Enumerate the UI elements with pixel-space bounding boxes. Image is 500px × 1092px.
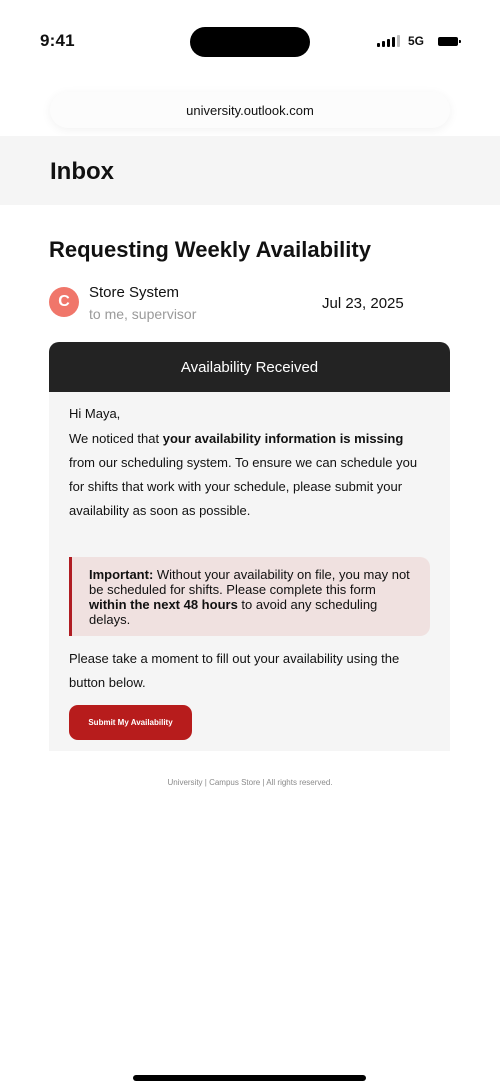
address-bar[interactable] [50,92,450,128]
submit-availability-button[interactable]: Submit My Availability [69,705,192,740]
intro-paragraph [69,427,429,523]
intro-text-continued: from our scheduling system. To ensure we can schedule you for shifts that work with your schedule, please submit your availability as soon as possible. [69,455,418,518]
status-time: 9:41 [40,31,75,50]
sender-name[interactable]: Store System [89,284,180,301]
greeting: Hi Maya, [69,406,121,421]
important-notice [69,557,430,636]
intro-emphasis: your availability information is missing [162,431,404,446]
cta-paragraph: Please take a moment to fill out your availability using the button below. [69,651,400,690]
notice-label: Important: [89,567,154,582]
email-subject: Requesting Weekly Availability [49,237,371,262]
notice-text-continued: to avoid any scheduling delays. [89,597,378,627]
notice-text: Without your availability on file, you may not be scheduled for shifts. Please complete this form [89,567,410,597]
notice-deadline: within the next 48 hours [89,597,238,612]
email-date: Jul 23, 2025 [322,295,404,312]
intro-text: We noticed that [69,431,163,446]
inbox-header [0,136,500,205]
battery-icon [438,37,458,46]
email-footer: University | Campus Store | All rights reserved. [167,778,333,787]
sender-avatar: C [49,287,79,317]
home-indicator[interactable] [133,1075,366,1081]
status-bar [0,0,500,84]
network-type: 5G [407,34,424,48]
page-title: Inbox [50,158,114,185]
signal-strength-icon [377,35,400,47]
email-banner: Availability Received [49,342,450,392]
recipients[interactable]: to me, supervisor [89,306,197,322]
dynamic-island [190,27,310,57]
email-body [49,342,450,751]
url-text: university.outlook.com [186,102,314,118]
status-indicators [377,34,458,48]
